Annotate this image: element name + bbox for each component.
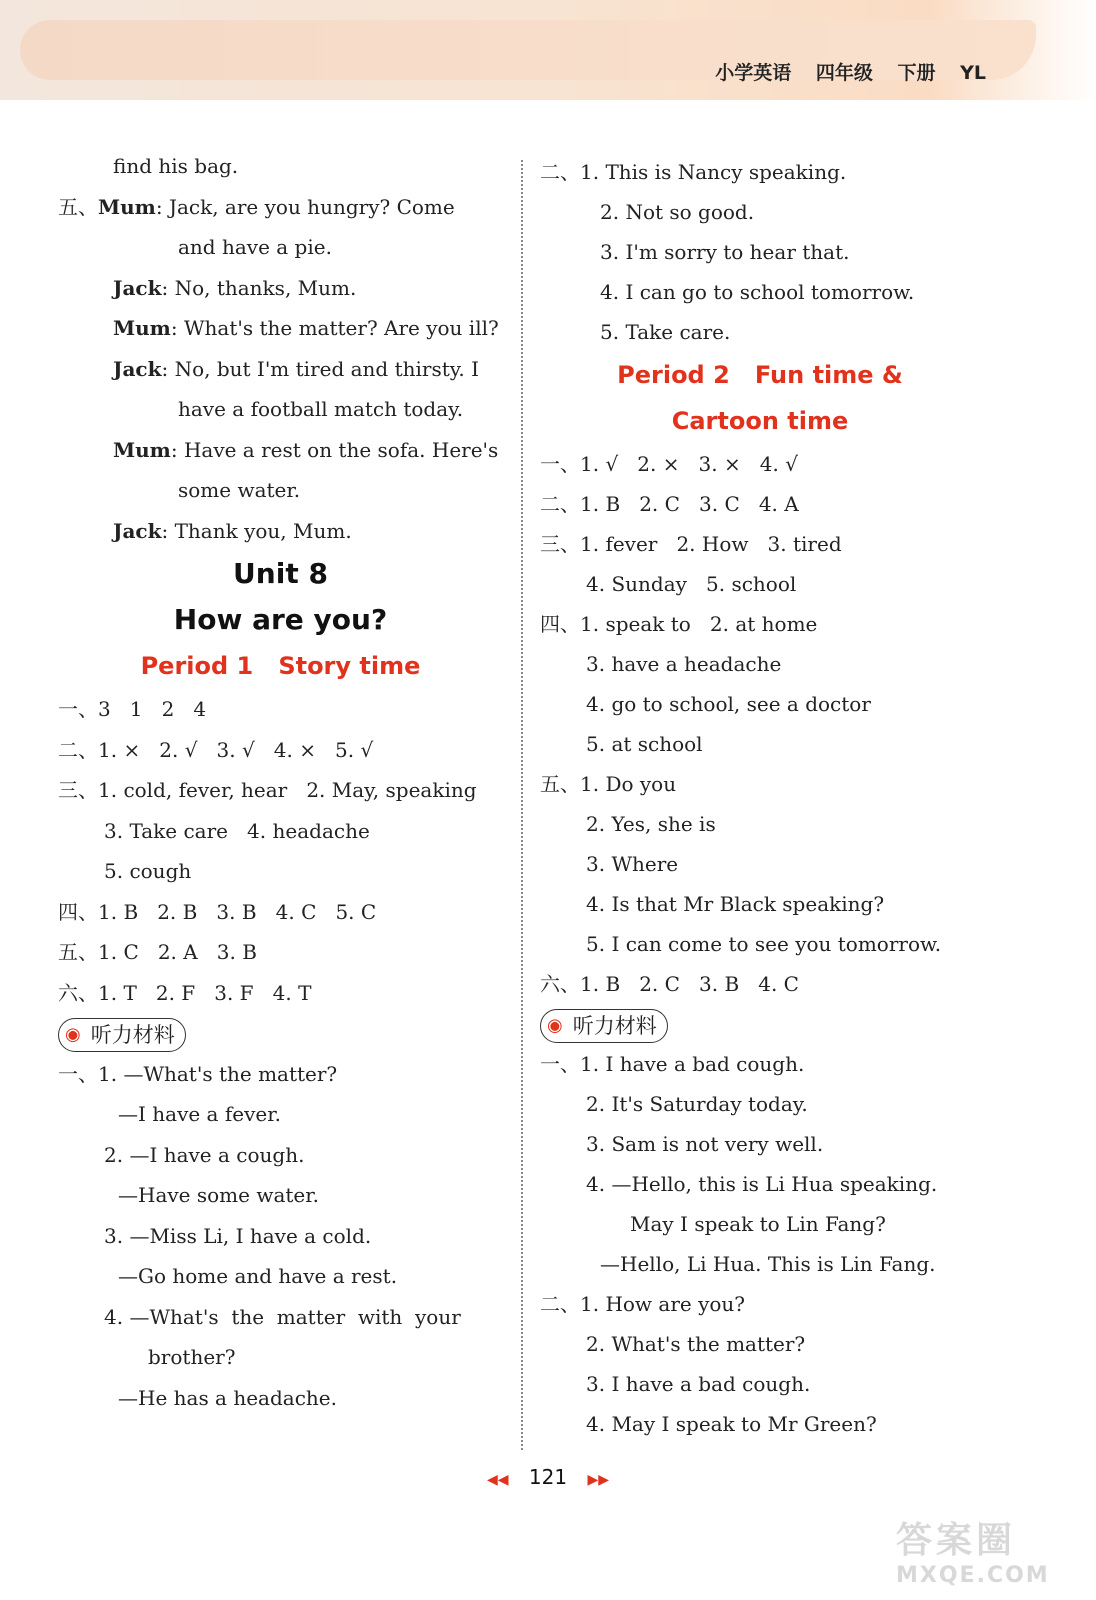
- answer-line: 一、1. √ 2. × 3. × 4. √: [540, 452, 798, 476]
- listening-badge: [58, 1018, 186, 1052]
- dialogue-line: Mum: What's the matter? Are you ill?: [113, 316, 499, 340]
- dialogue-line: some water.: [178, 478, 301, 502]
- answer-line: 一、3 1 2 4: [58, 697, 207, 721]
- watermark-line1: 答案圈: [896, 1520, 1017, 1561]
- answer-line: 五、1. C 2. A 3. B: [58, 940, 257, 964]
- listening-line: —He has a headache.: [118, 1385, 337, 1410]
- answer-line: 四、1. speak to 2. at home: [540, 612, 818, 636]
- answer-line: 4. I can go to school tomorrow.: [600, 280, 915, 304]
- listening-line: —I have a fever.: [118, 1102, 281, 1126]
- right-column: [540, 152, 980, 1444]
- unit-subtitle: How are you?: [173, 603, 388, 636]
- header-term: 下册: [897, 62, 936, 84]
- answer-line: 六、1. T 2. F 3. F 4. T: [58, 980, 312, 1005]
- answer-line: 4. Sunday 5. school: [586, 572, 797, 596]
- speaker: Jack: [113, 518, 162, 543]
- answer-line: 5. cough: [104, 859, 192, 883]
- listening-line: —Hello, Li Hua. This is Lin Fang.: [600, 1252, 936, 1276]
- answer-line: 三、1. fever 2. How 3. tired: [540, 532, 842, 556]
- answer-line: 3. have a headache: [586, 652, 782, 676]
- listening-line: 2. What's the matter?: [586, 1332, 806, 1356]
- answer-line: 五、1. Do you: [540, 772, 677, 796]
- speaker: Mum: [113, 437, 171, 462]
- answer-line: 5. I can come to see you tomorrow.: [586, 932, 942, 956]
- question-label: 五、: [58, 194, 98, 219]
- listening-line: —Go home and have a rest.: [118, 1264, 398, 1288]
- speaker: Jack: [113, 275, 162, 300]
- dialogue-text: Have a rest on the sofa. Here's: [183, 437, 499, 462]
- dialogue-line: Jack: No, thanks, Mum.: [113, 275, 357, 300]
- listening-header: [58, 1013, 503, 1054]
- unit-title: Unit 8: [233, 557, 328, 590]
- answer-line: 4. go to school, see a doctor: [586, 692, 871, 716]
- column-divider: [521, 160, 523, 1450]
- dialogue-line: have a football match today.: [178, 397, 464, 421]
- listening-line: 一、1. I have a bad cough.: [540, 1052, 805, 1076]
- answer-line: 2. Yes, she is: [586, 812, 716, 836]
- page-footer: [0, 1465, 1096, 1489]
- left-column: [58, 146, 503, 1418]
- dialogue-text: Thank you, Mum.: [174, 518, 352, 543]
- watermark-line2: MXQE.COM: [896, 1563, 1050, 1588]
- page-number: 121: [528, 1465, 568, 1489]
- speaker: Mum: [98, 194, 156, 219]
- dialogue-line: Jack: No, but I'm tired and thirsty. I: [113, 356, 480, 381]
- dialogue-line: 五、Mum: Jack, are you hungry? Come: [58, 194, 455, 219]
- listening-line: 3. —Miss Li, I have a cold.: [104, 1223, 372, 1248]
- continuation-line: find his bag.: [113, 154, 239, 178]
- header-edition: YL: [960, 62, 986, 84]
- listening-line: 一、1. —What's the matter?: [58, 1061, 338, 1086]
- header-grade: 四年级: [815, 62, 873, 84]
- double-arrow-right-icon: ▶▶: [587, 1472, 609, 1488]
- speaker: Jack: [113, 356, 162, 381]
- listening-line: 3. I have a bad cough.: [586, 1372, 811, 1396]
- answer-line: 二、1. This is Nancy speaking.: [540, 160, 847, 184]
- double-arrow-left-icon: ◀◀: [487, 1472, 509, 1488]
- dialogue-line: Mum: Have a rest on the sofa. Here's: [113, 437, 499, 462]
- headphone-icon: ◉: [65, 1024, 81, 1045]
- header-info: [697, 58, 986, 85]
- answer-line: 3. I'm sorry to hear that.: [600, 240, 850, 264]
- watermark-logo: [896, 1512, 1066, 1592]
- answer-line: 2. Not so good.: [600, 200, 755, 224]
- period-title-line2: Cartoon time: [671, 407, 849, 435]
- answer-line: 5. Take care.: [600, 320, 731, 344]
- period-title: Period 1 Story time: [140, 652, 421, 680]
- answer-line: 3. Take care 4. headache: [104, 818, 370, 843]
- dialogue-text: No, but I'm tired and thirsty. I: [174, 356, 480, 381]
- listening-line: 二、1. How are you?: [540, 1292, 746, 1316]
- dialogue-line: Jack: Thank you, Mum.: [113, 518, 352, 543]
- listening-line: 4. May I speak to Mr Green?: [586, 1412, 877, 1436]
- answer-line: 三、1. cold, fever, hear 2. May, speaking: [58, 778, 477, 802]
- listening-header: [540, 1004, 980, 1044]
- dialogue-text: Jack, are you hungry? Come: [168, 194, 455, 219]
- listening-label: 听力材料: [90, 1023, 175, 1047]
- answer-line: 4. Is that Mr Black speaking?: [586, 892, 885, 916]
- answer-line: 六、1. B 2. C 3. B 4. C: [540, 972, 799, 996]
- listening-badge: [540, 1009, 668, 1043]
- listening-line: 3. Sam is not very well.: [586, 1132, 824, 1156]
- listening-line: 4. —Hello, this is Li Hua speaking.: [586, 1172, 938, 1196]
- answer-line: 四、1. B 2. B 3. B 4. C 5. C: [58, 899, 377, 924]
- listening-line: 2. It's Saturday today.: [586, 1092, 808, 1116]
- speaker: Mum: [113, 316, 171, 340]
- answer-line: 5. at school: [586, 732, 703, 756]
- listening-line: brother?: [148, 1345, 236, 1369]
- header-subject: 小学英语: [715, 62, 792, 84]
- listening-line: May I speak to Lin Fang?: [630, 1212, 886, 1236]
- period-title: Period 2 Fun time &: [617, 361, 903, 389]
- answer-line: 3. Where: [586, 852, 679, 876]
- listening-line: —Have some water.: [118, 1183, 319, 1207]
- answer-line: 二、1. B 2. C 3. C 4. A: [540, 492, 799, 516]
- answer-line: 二、1. × 2. √ 3. √ 4. × 5. √: [58, 737, 374, 762]
- listening-line: 2. —I have a cough.: [104, 1142, 305, 1167]
- dialogue-line: and have a pie.: [178, 235, 332, 259]
- header-band: [0, 0, 1096, 100]
- listening-label: 听力材料: [572, 1014, 657, 1038]
- headphone-icon: ◉: [547, 1015, 563, 1036]
- listening-line: 4. —What's the matter with your: [104, 1304, 461, 1329]
- dialogue-text: What's the matter? Are you ill?: [183, 316, 499, 340]
- dialogue-text: No, thanks, Mum.: [174, 275, 357, 300]
